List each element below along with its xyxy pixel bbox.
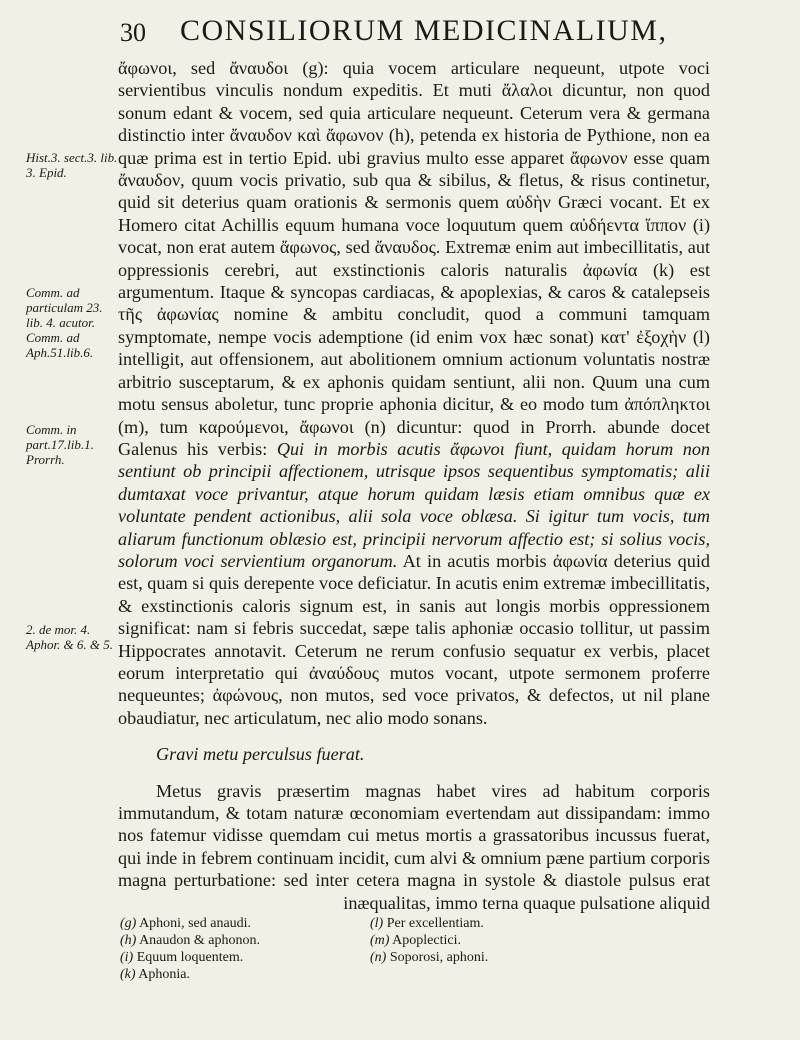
footnote: (i) Equum loquentem. (120, 950, 244, 965)
margin-note: 2. de mor. 4. Aphor. & 6. & 5. (26, 622, 114, 652)
paragraph-text: At in acutis morbis ἀφωνία deterius quid est, quam si quis derepente voce deficiatur. In acutis enim extremæ imbecillitatis, & exstinctionis caloris signum est, in sanis aut longis morbis oppressionem significat: nam si febris succedat, sæpe talis aphoniæ occasio tollitur, ut passim Hippocrates annotavit. Ceterum ne rerum confusio sequatur ex verbis, placet eorum interpretatio qui ἀναύδους mutos vocant, utpote sermonem proferre nequeuntes; ἀφώνους, non mutos, sed voce privatos, & defectos, ut nil plane obaudiatur, nec articulatum, nec alio modo sonans. (118, 550, 710, 728)
page-number: 30 (120, 18, 146, 47)
footnote-column-right (370, 915, 488, 983)
commentary-paragraph: Metus gravis præsertim magnas habet vires ad habitum corporis immutandum, & totam naturæ œconomiam evertendam aut dissipandam: immo nos fatemur vidisse quemdam cui metus mortis a grassatoribus incussus fuerat, qui inde in febrem continuam incidit, cum alvi & omnium pæne partium corporis magna perturbatione: sed inter cetera magna in systole & diastole pulsus erat inæqualitas, immo terna quaque pulsatione aliquid (118, 780, 710, 913)
footnote: (l) Per excellentiam. (370, 916, 484, 931)
footnote: (h) Anaudon & aphonon. (120, 933, 260, 948)
galen-quotation: Qui in morbis acutis ἄφωνοι fiunt, quidam horum non sentiunt ob principii affectionem, utrisque ipsos sequentibus symptomatis; alii dumtaxat voce privantur, atque horum quidam læsis etiam omnibus quæ ex voluntate pendent actionibus, alii sola voce oblæsa. Si igitur tum vocis, tum aliarum functionum oblæsio est, principii nervorum affectio est; si solius vocis, solorum voci servientium organorum. (118, 438, 711, 571)
footnote: (n) Soporosi, aphoni. (370, 950, 489, 965)
footnotes (120, 915, 680, 983)
margin-note: Comm. in part.17.lib.1. Prorrh. (26, 422, 94, 467)
margin-note: Comm. ad particulam 23. lib. 4. acutor. Comm. ad Aph.51.lib.6. (26, 285, 103, 360)
margin-note: Hist.3. sect.3. lib. 3. Epid. (26, 150, 118, 180)
running-title: CONSILIORUM MEDICINALIUM, (180, 14, 668, 47)
footnote: (k) Aphonia. (120, 967, 190, 982)
footnote: (m) Apoplectici. (370, 933, 461, 948)
commentary-paragraph (118, 57, 710, 729)
lemma-heading: Gravi metu perculsus fuerat. (156, 744, 365, 765)
paragraph-text: ἄφωνοι, sed ἄναυδοι (g): quia vocem articulare nequeunt, utpote voci servientibus vinculis nondum expeditis. Et muti ἄλαλοι dicuntur, non quod sonum edant & vocem, sed quia articulare nequeunt. Ceterum vera & germana distinctio inter ἄναυδον καὶ ἄφωνον (h), petenda ex historia de Pythione, non ea quæ prima est in tertio Epid. ubi gravius multo esse apparet ἄφωνον esse quam ἄναυδον, quum vocis privatio, sub qua & sibilus, & fletus, & risus continetur, quid sit deterius quam orationis & sermonis quem αὐδὴν Græci vocant. Et ex Homero citat Achillis equum humana voce loquutum quem αὐδήεντα ἵππον (i) vocat, non erat autem ἄφωνος, sed ἄναυδος. Extremæ enim aut imbecillitatis, aut oppressionis cerebri, aut exstinctionis caloris naturalis ἀφωνία (k) est argumentum. Itaque & syncopas cardiacas, & apoplexias, & caros & catalepseis τῆς ἀφωνίας nomine & ambitu concludit, quod a communi tamquam symptomate, nempe vocis ademptione (id enim vox hæc sonat) κατ' ἐξοχὴν (l) intelligit, aut offensionem, aut abolitionem omnium actionum voluntatis nostræ arbitrio susceptarum, & ex aphonis quidam sentiunt, alii non. Quum una cum motu sensus aboletur, tunc proprie aphonia dicitur, & eo modo tum ἀπόπληκτοι (m), tum καρούμενοι, ἄφωνοι (n) dicuntur: quod in Prorrh. abunde docet Galenus his verbis: (118, 58, 710, 459)
footnote-column-left (120, 915, 260, 983)
main-text (118, 57, 710, 914)
footnote: (g) Aphoni, sed anaudi. (120, 916, 252, 931)
